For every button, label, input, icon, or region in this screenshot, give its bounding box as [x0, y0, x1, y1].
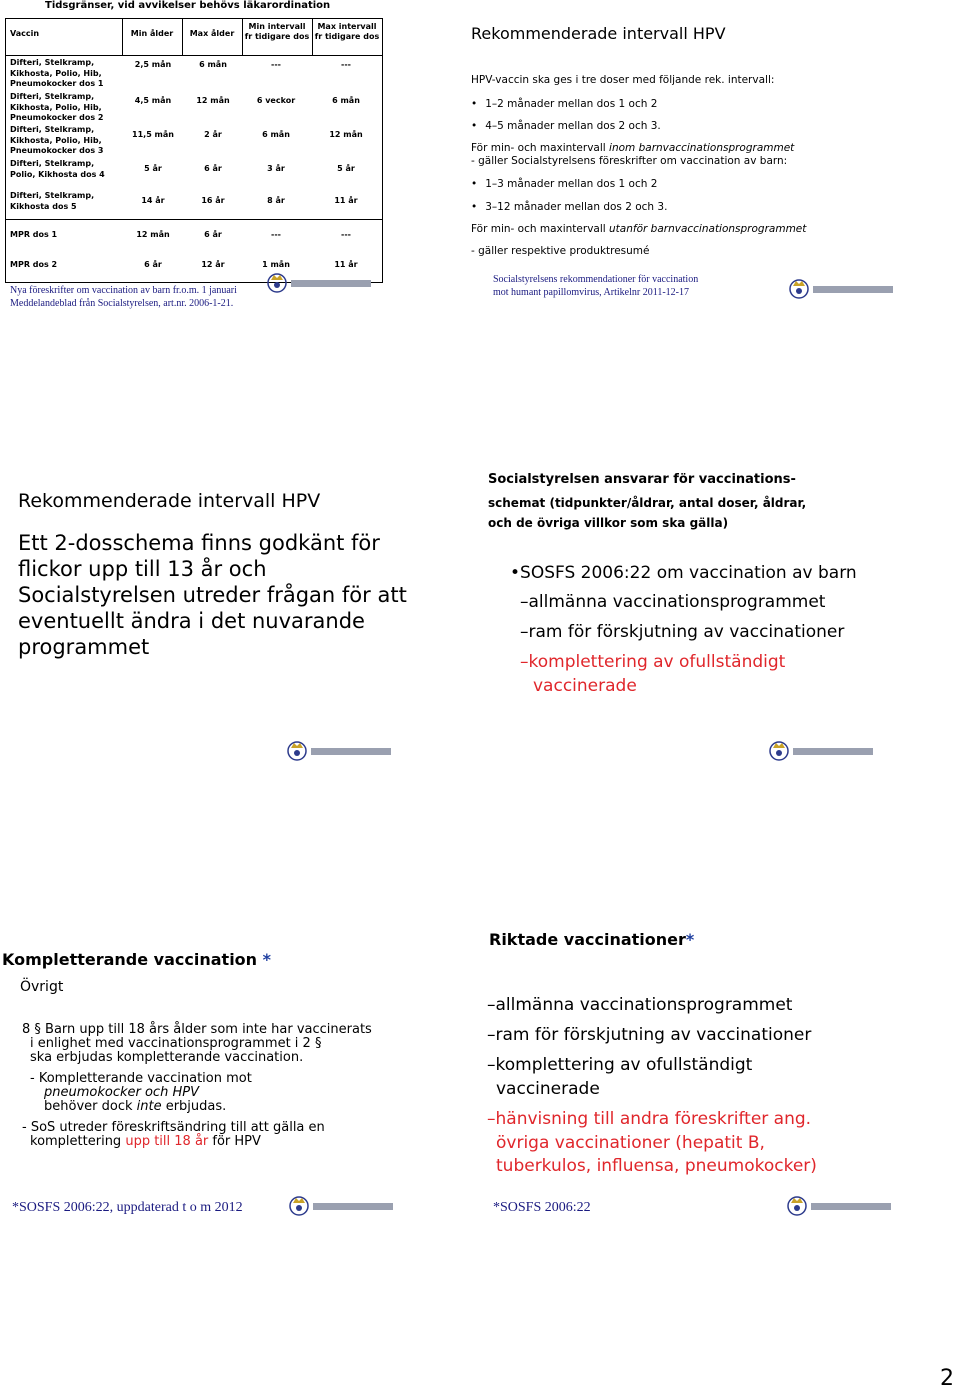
- table-cell: 5 år: [144, 164, 162, 173]
- slide4-item-red: –komplettering av ofullständigt: [520, 652, 786, 672]
- reference-line: Socialstyrelsens rekommendationer för vaccination: [493, 274, 699, 285]
- dash-line: pneumokocker och HPV: [44, 1085, 199, 1100]
- table-cell: 3 år: [267, 164, 285, 173]
- note-line: Nya föreskrifter om vaccination av barn fr.o.m. 1 januari: [10, 285, 237, 296]
- agency-logo: [785, 1193, 905, 1219]
- slide6-item-red-cont: övriga vaccinationer (hepatit B,: [496, 1133, 765, 1153]
- header-vaccin: Vaccin: [10, 29, 40, 38]
- table-cell: 12 mån: [196, 96, 230, 105]
- slide4-heading: och de övriga villkor som ska gälla): [488, 516, 729, 530]
- paragraph-line: i enlighet med vaccinationsprogrammet i 2 §: [30, 1036, 322, 1051]
- header-min-age: Min ålder: [130, 29, 174, 38]
- table-cell: 6 år: [144, 260, 162, 269]
- table-cell: 4,5 mån: [134, 96, 172, 105]
- slide2-inom-heading: För min- och maxintervall inom barnvaccinationsprogrammet: [471, 142, 795, 154]
- agency-logo: [265, 270, 385, 296]
- slide6-item: –komplettering av ofullständigt: [487, 1055, 753, 1075]
- table-cell: 6 år: [204, 164, 222, 173]
- table-cell: 6 mån: [262, 130, 290, 139]
- table-cell: 2,5 mån: [134, 60, 172, 69]
- table-cell: 8 år: [267, 196, 285, 205]
- table-cell: 6 veckor: [256, 96, 296, 105]
- slide2-reference: [493, 273, 698, 299]
- slide1-source-note: [10, 284, 237, 310]
- table-cell: ---: [341, 60, 351, 69]
- slide6-item: –allmänna vaccinationsprogrammet: [487, 995, 793, 1015]
- table-cell: 11 år: [334, 260, 358, 269]
- slide4-item: –ram för förskjutning av vaccinationer: [520, 622, 845, 642]
- slide5-footer: *SOSFS 2006:22, uppdaterad t o m 2012: [12, 1200, 243, 1215]
- slide4-bullet: •SOSFS 2006:22 om vaccination av barn: [510, 563, 857, 583]
- reference-line: mot humant papillomvirus, Artikelnr 2011-12-17: [493, 287, 689, 298]
- interval-bullet: • 1–3 månader mellan dos 1 och 2: [471, 178, 657, 190]
- slide6-item-red-cont: tuberkulos, influensa, pneumokocker): [496, 1156, 817, 1176]
- row-name: Difteri, Stelkramp, Kikhosta, Polio, Hib, Pneumokocker dos 1: [10, 58, 104, 88]
- row-name: MPR dos 1: [10, 230, 58, 239]
- slide3-title: Rekommenderade intervall HPV: [18, 490, 321, 512]
- page-number: 2: [940, 1366, 954, 1391]
- slide5-subtitle: Övrigt: [20, 979, 64, 995]
- table-cell: 12 mån: [329, 130, 363, 139]
- agency-logo: [285, 738, 405, 764]
- slide4-heading: schemat (tidpunkter/åldrar, antal doser, åldrar,: [488, 496, 807, 510]
- table-cell: 2 år: [204, 130, 222, 139]
- slide2-utanfor-rule: - gäller respektive produktresumé: [471, 245, 650, 257]
- slide5-title: Kompletterande vaccination *: [2, 950, 272, 969]
- slide2-title: Rekommenderade intervall HPV: [471, 24, 726, 43]
- header-max-age: Max ålder: [189, 29, 235, 38]
- table-cell: 11,5 mån: [132, 130, 174, 139]
- table-cell: 16 år: [201, 196, 225, 205]
- slide6-item: –ram för förskjutning av vaccinationer: [487, 1025, 812, 1045]
- table-cell: 6 mån: [332, 96, 360, 105]
- slide2-inom-rule: - gäller Socialstyrelsens föreskrifter om vaccination av barn:: [471, 155, 788, 167]
- table-cell: ---: [271, 230, 281, 239]
- dash-line: komplettering upp till 18 år för HPV: [30, 1134, 261, 1149]
- table-cell: 6 år: [204, 230, 222, 239]
- agency-logo: [287, 1193, 407, 1219]
- slide1-title: Tidsgränser, vid avvikelser behövs läkarordination: [45, 0, 331, 11]
- table-cell: 14 år: [141, 196, 165, 205]
- row-name: Difteri, Stelkramp, Kikhosta, Polio, Hib, Pneumokocker dos 3: [10, 125, 104, 155]
- agency-logo: [787, 276, 907, 302]
- dash-line: - SoS utreder föreskriftsändring till att gälla en: [22, 1120, 325, 1135]
- table-cell: 1 mån: [262, 260, 290, 269]
- header-max-interval: Max intervall fr tidigare dos: [314, 22, 380, 41]
- slide6-footer: *SOSFS 2006:22: [493, 1200, 591, 1215]
- slide4-heading: Socialstyrelsen ansvarar för vaccinations-: [488, 472, 796, 487]
- dash-line: behöver dock inte erbjudas.: [44, 1099, 227, 1114]
- note-line: Meddelandeblad från Socialstyrelsen, art.nr. 2006-1-21.: [10, 298, 234, 309]
- interval-bullet: • 1–2 månader mellan dos 1 och 2: [471, 98, 657, 110]
- slide4-item: –allmänna vaccinationsprogrammet: [520, 592, 826, 612]
- table-cell: 12 år: [201, 260, 225, 269]
- row-name: Difteri, Stelkramp, Kikhosta dos 5: [10, 191, 95, 211]
- paragraph-line: ska erbjudas kompletterande vaccination.: [30, 1050, 304, 1065]
- row-name: Difteri, Stelkramp, Polio, Kikhosta dos 4: [10, 159, 105, 179]
- table-cell: ---: [341, 230, 351, 239]
- table-cell: 5 år: [337, 164, 355, 173]
- dash-line: - Kompletterande vaccination mot: [30, 1071, 252, 1086]
- row-name: Difteri, Stelkramp, Kikhosta, Polio, Hib, Pneumokocker dos 2: [10, 92, 104, 122]
- slide6-item-red: –hänvisning till andra föreskrifter ang.: [487, 1109, 812, 1129]
- header-min-interval: Min intervall fr tidigare dos: [244, 22, 310, 41]
- paragraph-line: 8 § Barn upp till 18 års ålder som inte har vaccinerats: [22, 1022, 372, 1037]
- slide4-item-red-cont: vaccinerade: [533, 676, 637, 696]
- row-name: MPR dos 2: [10, 260, 58, 269]
- table-cell: 11 år: [334, 196, 358, 205]
- table-cell: 12 mån: [136, 230, 170, 239]
- slide6-title: Riktade vaccinationer*: [489, 930, 695, 949]
- table-cell: ---: [271, 60, 281, 69]
- slide2-intro: HPV-vaccin ska ges i tre doser med följande rek. intervall:: [471, 74, 775, 86]
- interval-bullet: • 3–12 månader mellan dos 2 och 3.: [471, 201, 667, 213]
- table-cell: 6 mån: [199, 60, 227, 69]
- agency-logo: [767, 738, 887, 764]
- vaccine-schedule-table: [5, 18, 383, 283]
- slide6-item-cont: vaccinerade: [496, 1079, 600, 1099]
- slide3-body: Ett 2-dosschema finns godkänt för flickor upp till 13 år och Socialstyrelsen utreder frågan för att eventuellt ändra i det nuvarande programmet: [18, 531, 407, 659]
- slide2-utanfor-heading: För min- och maxintervall utanför barnvaccinationsprogrammet: [471, 223, 807, 235]
- interval-bullet: • 4–5 månader mellan dos 2 och 3.: [471, 120, 661, 132]
